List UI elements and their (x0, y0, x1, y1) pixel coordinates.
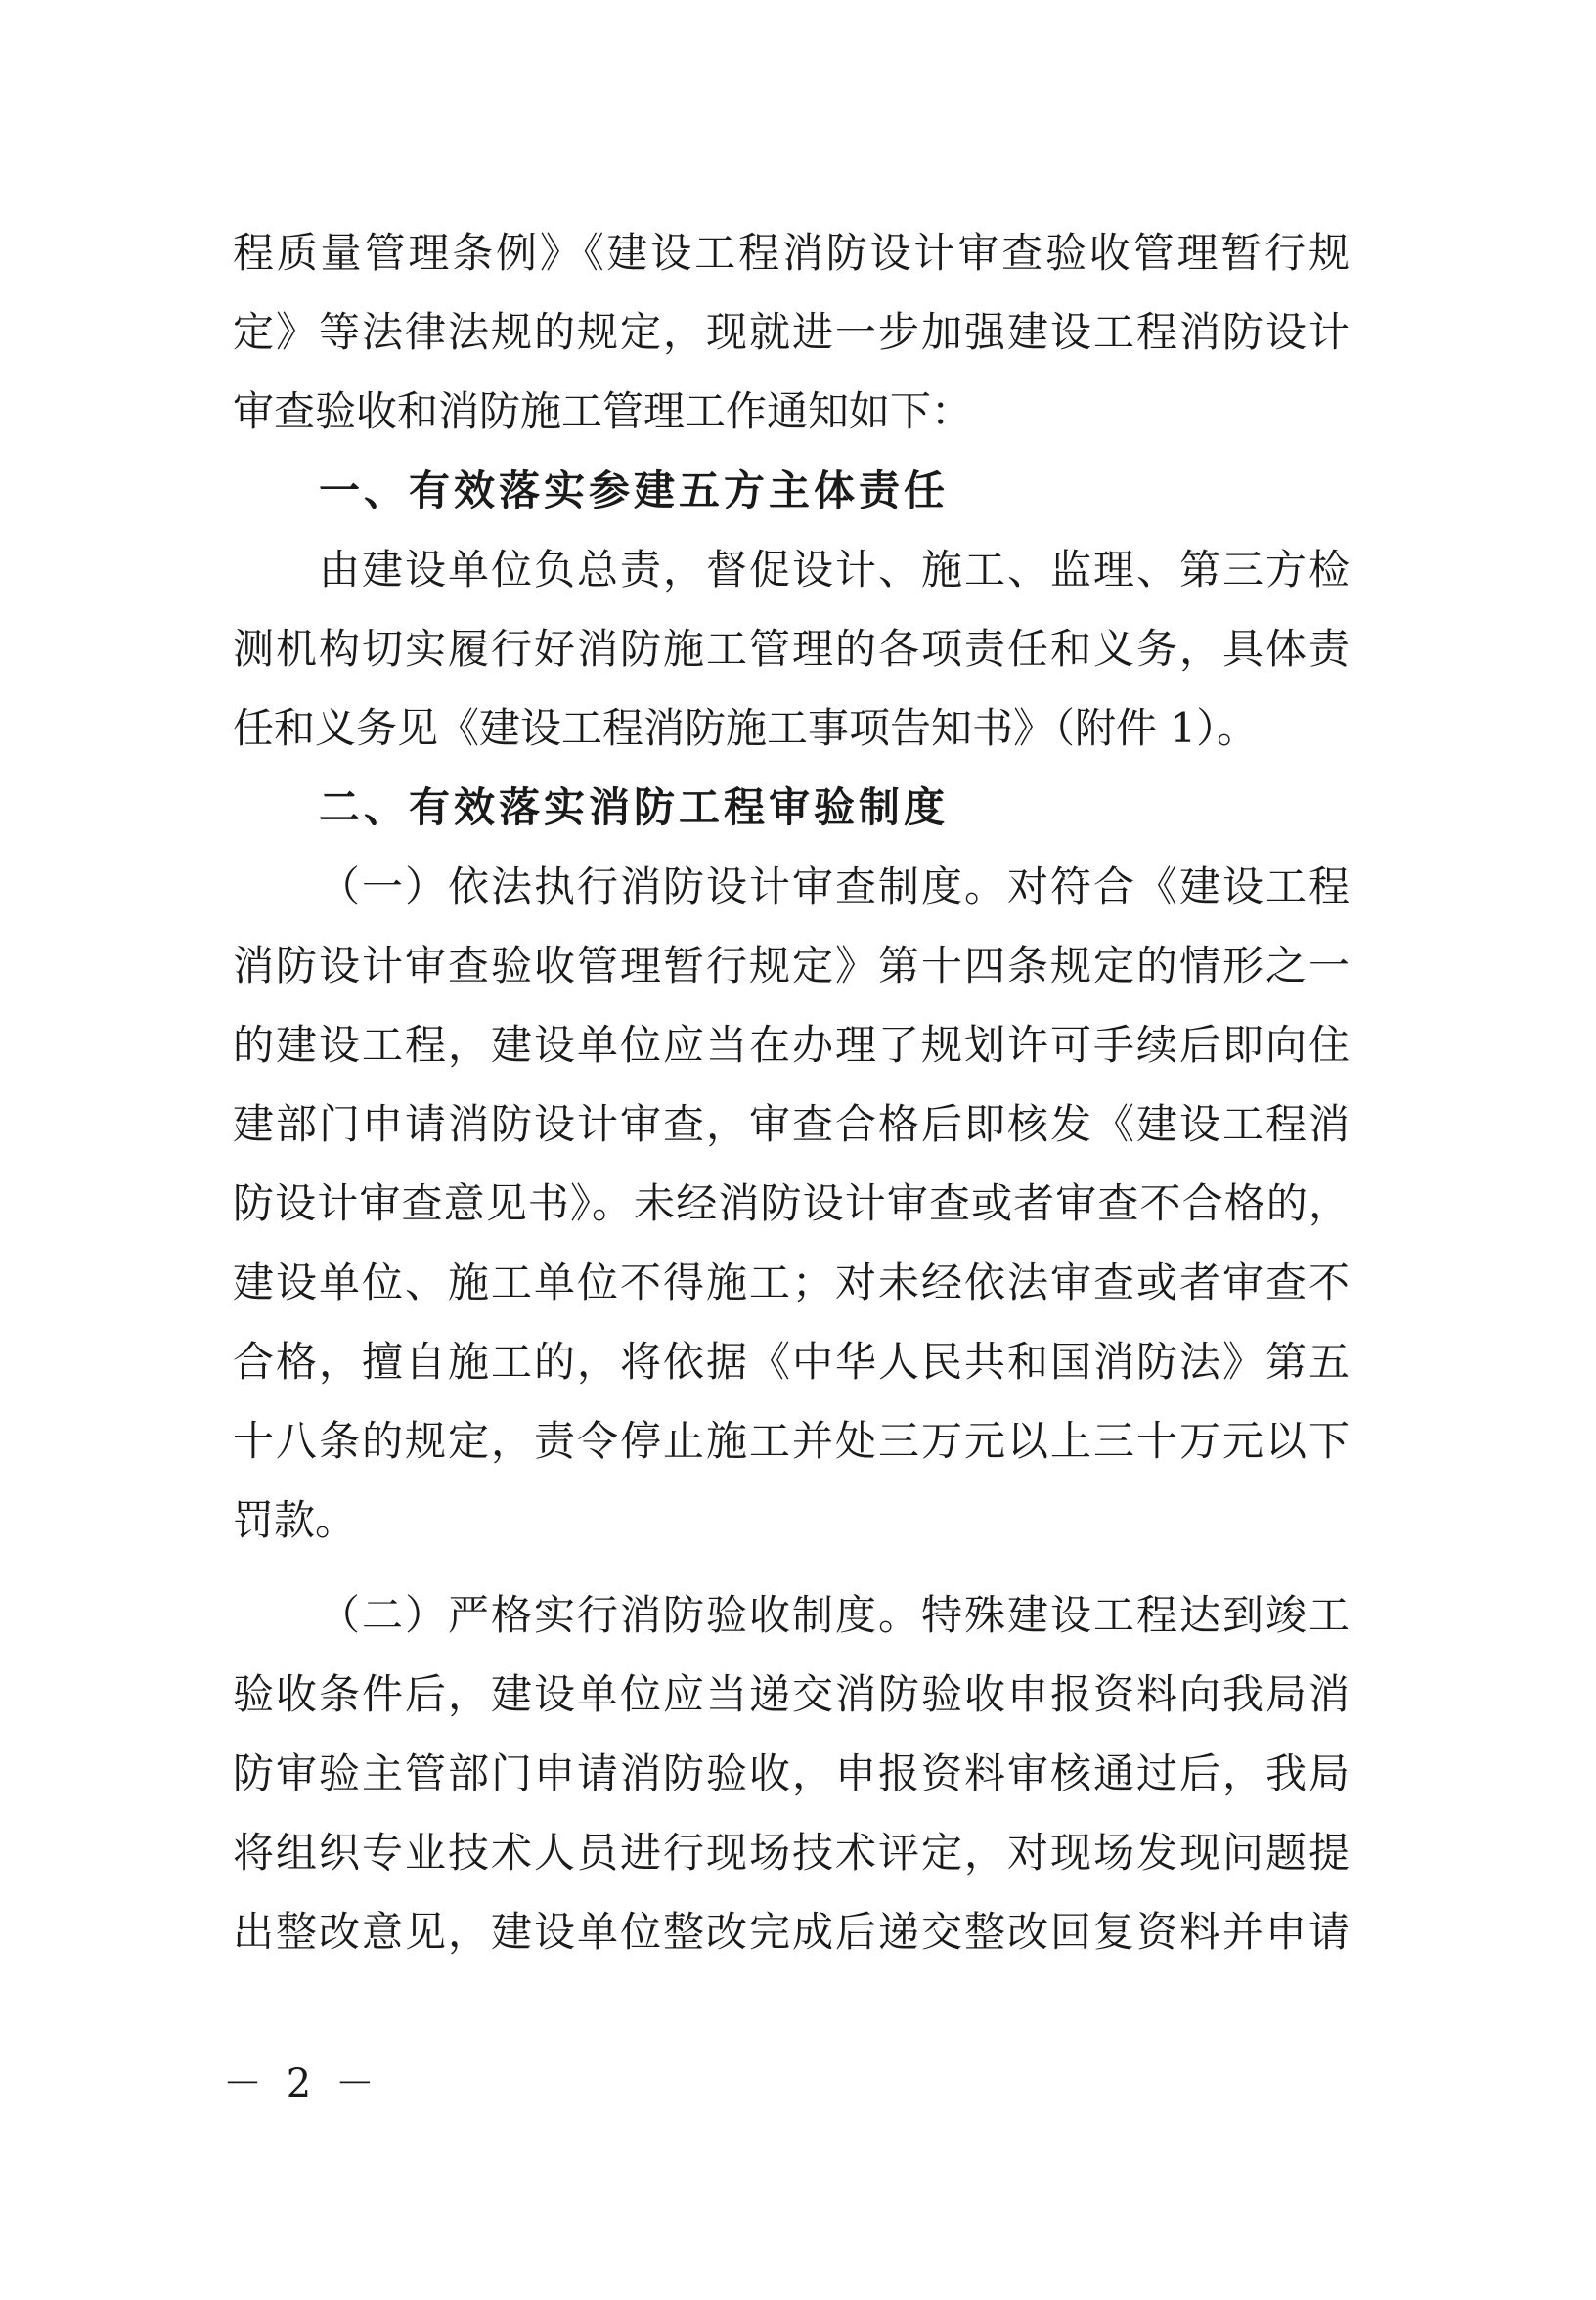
text-line: （二）严格实行消防验收制度。特殊建设工程达到竣工 (319, 1591, 1350, 1639)
text-line: （一）依法执行消防设计审查制度。对符合《建设工程 (319, 862, 1350, 910)
text-line: 出整改意见，建设单位整改完成后递交整改回复资料并申请 (233, 1908, 1350, 1956)
text-line: 定》等法律法规的规定，现就进一步加强建设工程消防设计 (233, 308, 1350, 356)
text-line: 罚款。 (233, 1496, 357, 1544)
section-heading-2: 二、有效落实消防工程审验制度 (319, 783, 950, 831)
text-line: 建部门申请消防设计审查，审查合格后即核发《建设工程消 (233, 1100, 1350, 1148)
text-line: 十八条的规定，责令停止施工并处三万元以上三十万元以下 (233, 1417, 1350, 1465)
text-line: 的建设工程，建设单位应当在办理了规划许可手续后即向住 (233, 1021, 1350, 1069)
text-line: 程质量管理条例》《建设工程消防设计审查验收管理暂行规 (233, 229, 1350, 277)
text-line: 任和义务见《建设工程消防施工事项告知书》（附件 1）。 (233, 704, 1259, 752)
text-line: 测机构切实履行好消防施工管理的各项责任和义务，具体责 (233, 625, 1350, 673)
text-line: 消防设计审查验收管理暂行规定》第十四条规定的情形之一 (233, 942, 1350, 990)
page-number: － 2 － (223, 2061, 380, 2106)
text-line: 合格，擅自施工的，将依据《中华人民共和国消防法》第五 (233, 1338, 1350, 1386)
text-line: 验收条件后，建设单位应当递交消防验收申报资料向我局消 (233, 1670, 1350, 1718)
text-line: 建设单位、施工单位不得施工；对未经依法审查或者审查不 (233, 1259, 1350, 1306)
text-line: 防设计审查意见书》。未经消防设计审查或者审查不合格的， (233, 1179, 1350, 1227)
text-line: 审查验收和消防施工管理工作通知如下： (233, 387, 973, 435)
text-line: 将组织专业技术人员进行现场技术评定，对现场发现问题提 (233, 1829, 1350, 1877)
section-heading-1: 一、有效落实参建五方主体责任 (319, 466, 950, 514)
body-text (233, 213, 1350, 1971)
text-line: 由建设单位负总责，督促设计、施工、监理、第三方检 (319, 546, 1350, 594)
text-line: 防审验主管部门申请消防验收，申报资料审核通过后，我局 (233, 1749, 1350, 1797)
